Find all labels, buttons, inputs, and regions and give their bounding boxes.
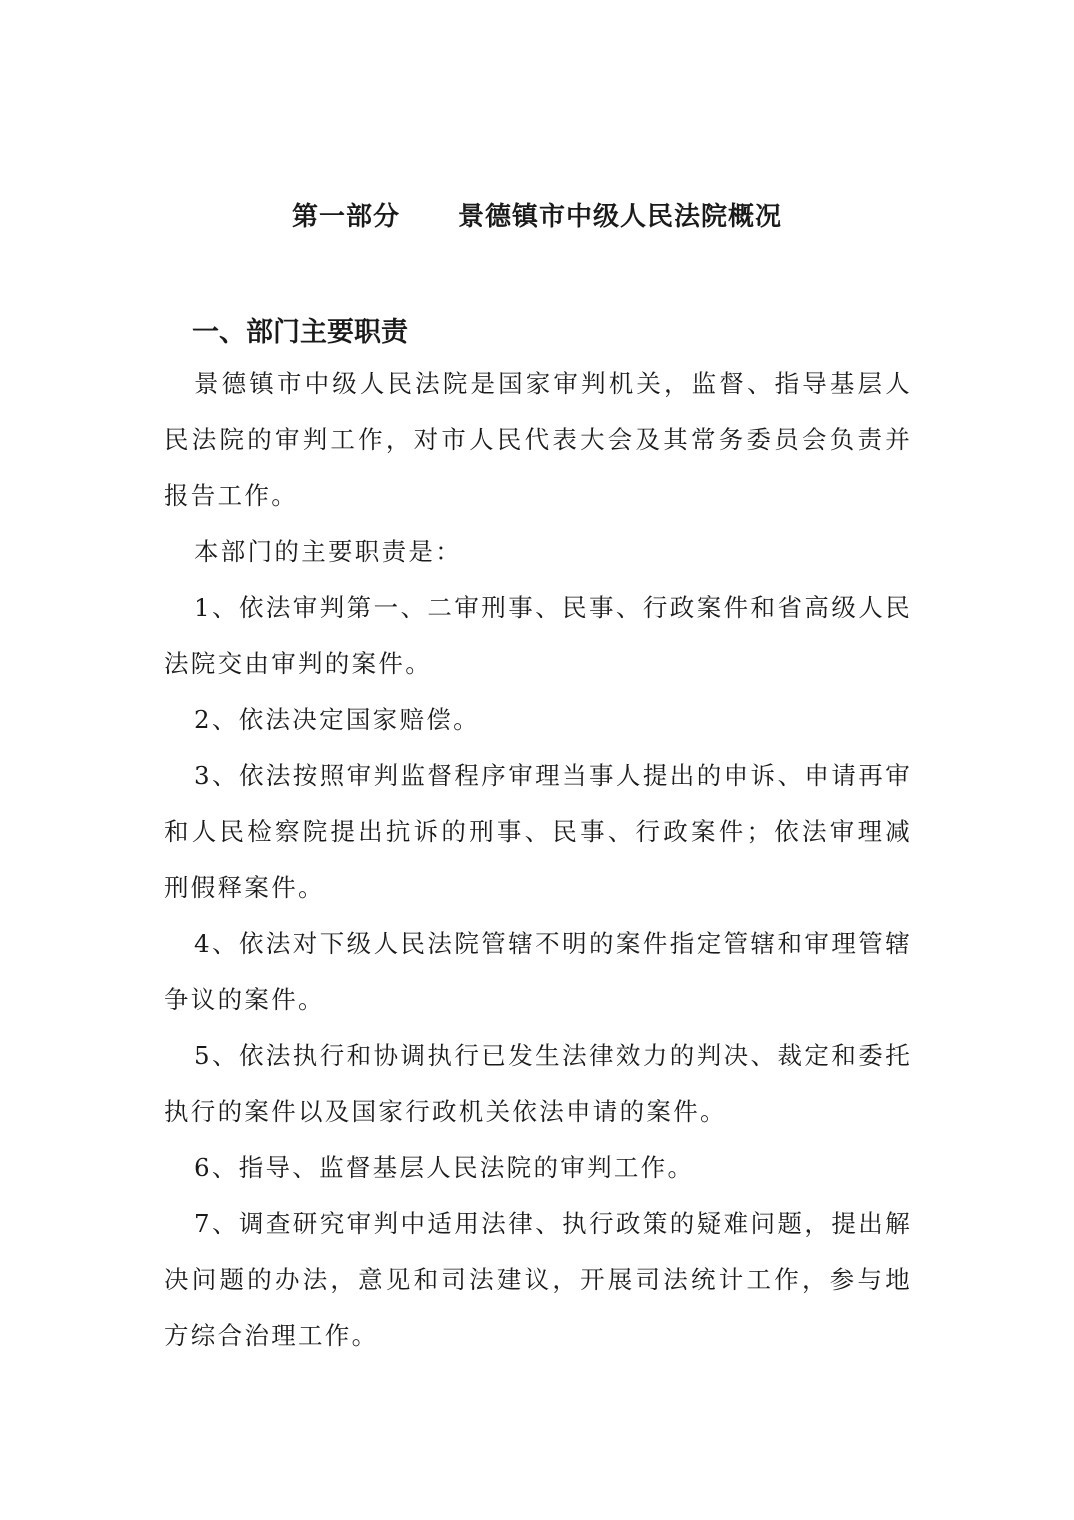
paragraph-duty-2: 2、依法决定国家赔偿。 <box>194 705 480 734</box>
section-heading: 一、部门主要职责 <box>192 317 408 348</box>
paragraph-duty-1: 1、依法审判第一、二审刑事、民事、行政案件和省高级人民法院交由审判的案件。 <box>164 593 912 678</box>
paragraph-duty-3: 3、依法按照审判监督程序审理当事人提出的申诉、申请再审和人民检察院提出抗诉的刑事、民事、行政案件；依法审理减刑假释案件。 <box>164 761 912 902</box>
paragraph-duties-lead: 本部门的主要职责是： <box>194 537 462 566</box>
page-title <box>0 196 1074 233</box>
title-part: 第一部分 <box>291 202 400 232</box>
paragraph-duty-5: 5、依法执行和协调执行已发生法律效力的判决、裁定和委托执行的案件以及国家行政机关依法申请的案件。 <box>164 1041 912 1126</box>
paragraph-duty-6: 6、指导、监督基层人民法院的审判工作。 <box>194 1153 695 1182</box>
paragraph-duty-7: 7、调查研究审判中适用法律、执行政策的疑难问题，提出解决问题的办法，意见和司法建议，开展司法统计工作，参与地方综合治理工作。 <box>164 1209 912 1350</box>
title-name: 景德镇市中级人民法院概况 <box>458 202 783 232</box>
paragraph-intro: 景德镇市中级人民法院是国家审判机关，监督、指导基层人民法院的审判工作，对市人民代表大会及其常务委员会负责并报告工作。 <box>164 369 912 510</box>
paragraph-duty-4: 4、依法对下级人民法院管辖不明的案件指定管辖和审理管辖争议的案件。 <box>164 929 912 1014</box>
document-body <box>164 356 912 1364</box>
